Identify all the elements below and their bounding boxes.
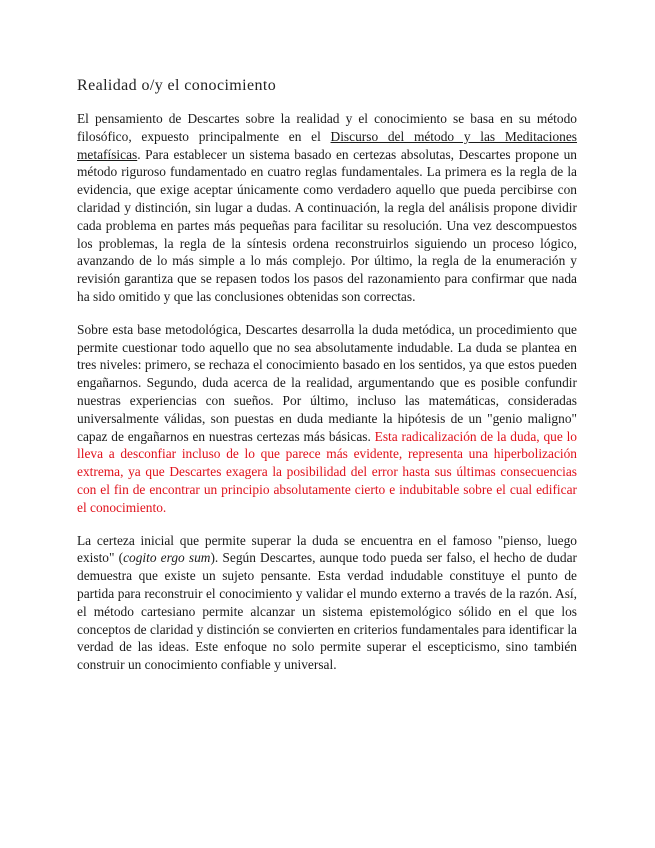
document-title: Realidad o/y el conocimiento xyxy=(77,77,277,94)
paragraph-cogito xyxy=(77,532,577,674)
paragraph-method xyxy=(77,110,577,306)
paragraph-cogito-text-end: ). Según Descartes, aunque todo pueda ser falso, el hecho de dudar demuestra que existe un sujeto pensante. Esta verdad indudable constituye el punto de partida para reconstruir el conocimiento y validar el mundo externo a través de la razón. Así, el método cartesiano permite alcanzar un sistema epistemológico sólido en el que los conceptos de claridad y distinción se convierten en criterios fundamentales para identificar la verdad de las ideas. Este enfoque no solo permite superar el escepticismo, sino también construir un conocimiento confiable y universal. xyxy=(77,550,577,673)
latin-phrase: cogito ergo sum xyxy=(123,550,211,566)
paragraph-cogito-text-start: La certeza inicial que permite superar la duda se encuentra en el famoso "pienso, luego existo" ( xyxy=(77,532,577,566)
paragraph-doubt-text: Sobre esta base metodológica, Descartes desarrolla la duda metódica, un procedimiento que permite cuestionar todo aquello que no sea absolutamente indudable. La duda se plantea en tres niveles: primero, se rechaza el conocimiento basado en los sentidos, ya que estos pueden engañarnos. Segundo, duda acerca de la realidad, argumentando que es posible confundir nuestras experiencias con sueños. Por último, incluso las matemáticas, consideradas universalmente válidas, son puestas en duda mediante la hipótesis de un "genio maligno" capaz de engañarnos en nuestras certezas más básicas. xyxy=(77,321,577,444)
paragraph-doubt xyxy=(77,321,577,517)
paragraph-method-text-end: . Para establecer un sistema basado en certezas absolutas, Descartes propone un método riguroso fundamentado en cuatro reglas fundamentales. La primera es la regla de la evidencia, que exige aceptar únicamente como verdadero aquello que pueda percibirse con claridad y distinción, sin lugar a dudas. A continuación, la regla del análisis propone dividir cada problema en partes más pequeñas para facilitar su resolución. Una vez descompuestos los problemas, la regla de la síntesis ordena reconstruirlos siguiendo un proceso lógico, avanzando de lo más simple a lo más complejo. Por último, la regla de la enumeración y revisión garantiza que se repasen todos los pasos del razonamiento para confirmar que nada ha sido omitido y que las conclusiones obtenidas son correctas. xyxy=(77,146,577,304)
document-body xyxy=(77,110,577,689)
paragraph-method-text-start: El pensamiento de Descartes sobre la realidad y el conocimiento se basa en su método filosófico, expuesto principalmente en el xyxy=(77,111,577,144)
work-title-link: Discurso del método y las Meditaciones metafísicas xyxy=(77,128,578,162)
highlighted-text: Esta radicalización de la duda, que lo lleva a desconfiar incluso de lo que parece más evidente, representa una hiperbolización extrema, ya que Descartes exagera la posibilidad del error hasta sus últimas consecuencias con el fin de encontrar un principio absolutamente cierto e indubitable sobre el cual edificar el conocimiento. xyxy=(77,428,577,515)
